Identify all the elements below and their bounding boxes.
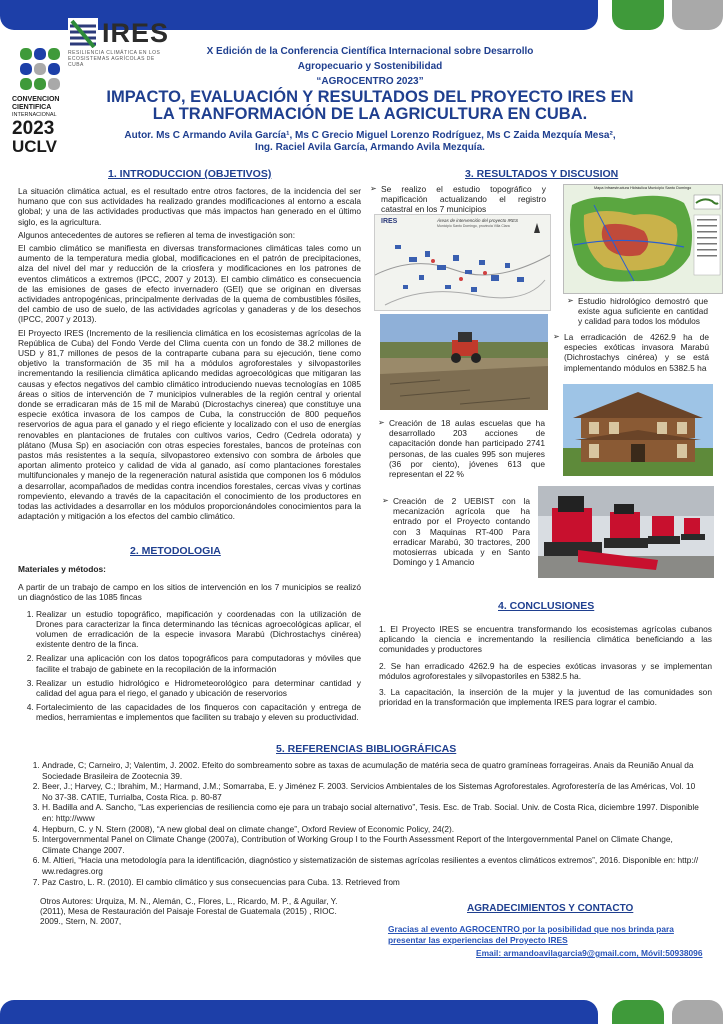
results-bullet-3-text: La erradicación de 4262.9 ha de especies exóticas invasora Marabú (Dichrostachys cinérea) y se está implementando módulos en 5382.5 ha xyxy=(564,332,709,373)
results-bullet-2 xyxy=(567,296,708,327)
conclusions-body xyxy=(379,624,712,710)
bottom-bar-blue xyxy=(0,1000,598,1024)
reference-item: 2. Beer, J.; Harvey, C.; Ibrahim, M.; Harmand, J.M.; Somarraba, E. y Jiménez F. 2003. Servicios Ambientales de los Sistemas Agroforestales. Agroforestería de las Américas, Vol. 10 No 37-38. CATIE, Turrialba, Costa Rica. p. 80-87 xyxy=(42,781,702,802)
map-sublabel: Municipio Santo Domingo, provincia Villa Clara xyxy=(437,224,510,228)
school-building-drawing xyxy=(563,384,713,476)
conclusion-3: 3. La capacitación, la inserción de la mujer y la juventud de las comunidades son prioridad en la transformación que implementa IRES para lograr el cambio. xyxy=(379,687,712,708)
convention-line1: CONVENCION xyxy=(12,96,60,103)
reference-item: 4. Hepburn, C. y N. Stern (2008), “A new global deal on climate change”, Oxford Review of Economic Policy, 24(2). xyxy=(42,824,702,835)
red-tractors-drawing xyxy=(538,486,714,578)
results-bullet-1 xyxy=(370,184,546,215)
ires-brand: IRES xyxy=(102,18,170,48)
bottom-bar-gray xyxy=(672,1000,723,1024)
intro-paragraph-2: Algunos antecedentes de autores se refieren al tema de investigación son: xyxy=(18,229,296,240)
method-item: 4. Fortalecimiento de las capacidades de los finqueros con capacitación y entrega de medios, herramientas e implementos que faciliten su trabajo y eleven su productividad. xyxy=(36,702,361,722)
bottom-bar-green xyxy=(612,1000,664,1024)
poster-title-line-2: LA TRANFORMACIÓN DE LA AGRICULTURA EN CUBA. xyxy=(152,105,588,123)
arrow-icon: ➢ xyxy=(567,296,574,305)
method-item: 3. Realizar un estudio hidrológico e Hidrometeorológico para determinar cantidad y calidad del agua para el riego, el ganado y ubicación de reservorios xyxy=(36,678,361,698)
map-drawing xyxy=(375,215,550,310)
method-subtitle: Materiales y métodos: xyxy=(18,564,106,574)
results-bullet-4-text: Creación de 18 aulas escuelas que ha desarrollado 203 acciones de capacitación donde han participado 2741 personas, de las cuales 995 son mujeres (36 por ciento), jóvenes 613 que representan el 22 % xyxy=(389,418,545,480)
field-tractor-photo xyxy=(380,314,548,410)
conclusion-1: 1. El Proyecto IRES se encuentra transformando los ecosistemas agrícolas cubanos aplicando la ciencia e incrementando la resiliencia climática beneficiando a las comunidades y productores xyxy=(379,624,712,655)
intro-paragraph-1: La situación climática actual, es el resultado entre otros factores, de la incidencia del ser humano que con sus actividades ha realizado grandes modificaciones al entorno a escala global; y una de las actividades productivas que más impactos han generado en el último siglo, es la agricultura. xyxy=(18,186,361,227)
arrow-icon: ➢ xyxy=(553,332,560,341)
poster-title-line-1: IMPACTO, EVALUACIÓN Y RESULTADOS DEL PROYECTO IRES EN xyxy=(106,88,634,106)
authors-line-2: Ing. Raciel Avila García, Armando Avila Mezquía. xyxy=(255,142,485,153)
conclusion-2: 2. Se han erradicado 4262.9 ha de especies exóticas invasoras y se implementan módulos agroforestales y silvopastoriles en 5382.5 ha. xyxy=(379,660,712,681)
results-title: 3. RESULTADOS Y DISCUSION xyxy=(465,168,619,180)
method-body xyxy=(18,564,361,727)
authors xyxy=(120,130,620,154)
method-list xyxy=(18,609,361,723)
intro-paragraph-4: El Proyecto IRES (Incremento de la resiliencia climática en los ecosistemas agrícolas de la República de Cuba) del Fondo Verde del Clima cuenta con un fondo de 38.2 millones de USD y 81,7 millones de pesos de la contraparte cubana para su ejecución, tiene como objetivo la transformación de 35 mil ha a módulos agroforestales y silvopastoriles incrementando la resiliencia climática aplicando medidas agroecológicas que mitigaran las causas y efectos negativos del cambio climático introduciendo nuevas tecnologías en 1085 áreas o sitios de intervención de 7 municipios vulnerables de la región central y oriental donde se erradicaran más de 15 mil de Marabú (Dicrostachys cinerea) que constituye una especie exótica invasora de los campos de Cuba, la construcción de 800 pequeños reservorios de agua para el ganado y el riego eficiente y localizado con el uso de energías renovables en plantaciones de frutales con cultivos varios, Cedro (Cedrela odorata) y plátano (Musa Sp) en asociación con otras especies forestales, bancos de proteínas con pastos más resistentes a la sequía, silvopastoreo extensivo con sombra de árboles que aportan alimento proteico y calidad de vida al ganado, así como plantaciones forestales multifuncionales y manejo de la regeneración natural asistida que componen los 6 módulos a desarrollar, acompañados de medidas contra incendios forestales, cercas vivas y cortinas rompeviento, elevando a través de la capacitación el conocimiento de los productores en todas las actividades a desarrollar en los módulos proporcionándoles conocimientos para la adaptación y mitigación a los efectos del cambio climático. xyxy=(18,327,361,522)
results-bullet-5 xyxy=(382,496,530,568)
arrow-icon: ➢ xyxy=(370,184,377,193)
thanks-title: AGRADECIMIENTOS Y CONTACTO xyxy=(467,903,634,914)
reference-item: 1. Andrade, C; Carneiro, J; Valentim, J. 2002. Efeito do sombreamento sobre as taxas de acumulação de matéria seca de quatro gramíneas forrageiras. Anais da Reunião Anual da Sociedade Brasileira de Zootecnia 39. xyxy=(42,760,702,781)
top-bar-green xyxy=(612,0,664,30)
references-list xyxy=(22,760,702,887)
convention-logo xyxy=(12,42,70,157)
convention-line3: INTERNACIONAL xyxy=(12,112,57,118)
intro-title: 1. INTRODUCCION (OBJETIVOS) xyxy=(108,168,272,180)
references-title: 5. REFERENCIAS BIBLIOGRÁFICAS xyxy=(276,743,457,755)
contact-email[interactable]: Email: armandoavilagarcia9@gmail.com, Móvil:50938096 xyxy=(476,948,703,958)
reference-item: 5. Intergovernmental Panel on Climate Change (2007a), Contribution of Working Group I to the Fourth Assessment Report of the Intergovernmental Panel on Climate Change, Climate Change 2007. xyxy=(42,834,702,855)
top-bar-gray xyxy=(672,0,723,30)
results-bullet-3 xyxy=(553,332,709,373)
reference-item: 7. Paz Castro, L. R. (2010). El cambio climático y sus consecuencias para Cuba. 13. Retrieved from xyxy=(42,877,702,888)
results-bullet-1-text: Se realizo el estudio topográfico y mapificación actualizando el registro catastral en los 7 municipios xyxy=(381,184,546,215)
map-label: Áreas de intervención del proyecto IRES xyxy=(437,218,519,223)
conference-line-2: Agropecuario y Sostenibilidad xyxy=(297,61,443,72)
ires-tagline-2: ECOSISTEMAS AGRÍCOLAS DE CUBA xyxy=(68,56,155,68)
field-tractor-drawing xyxy=(380,314,548,410)
method-paragraph: A partir de un trabajo de campo en los sitios de intervención en los 7 municipios se realizó un diagnóstico de las 1085 fincas xyxy=(18,582,361,603)
conference-header xyxy=(190,44,550,89)
hydraulic-map-drawing xyxy=(564,185,722,293)
authors-line-1: Autor. Ms C Armando Avila García¹, Ms C Grecio Miguel Lorenzo Rodríguez, Ms C Zaida Mezquía Mesa², xyxy=(124,130,616,141)
topographic-map-image xyxy=(374,214,551,311)
poster-title xyxy=(100,89,640,123)
arrow-icon: ➢ xyxy=(378,418,385,427)
results-bullet-5-text: Creación de 2 UEBIST con la mecanización agrícola que ha entrado por el Proyecto contando con 3 Maquinas RT-400 Para erradicar Marabú, 30 tractores, 200 motosierras ubicada y en Santo Domingo y 1 Amancio xyxy=(393,496,530,568)
other-authors: Otros Autores: Urquiza, M. N., Alemán, C., Flores, L., Ricardo, M. P., & Aguilar, Y. (2011), Mesa de Restauración del Paisaje Forestal de Guatemala (2015) , RIOC. 2009., Stern, N. 2007, xyxy=(40,896,338,927)
ires-watermark: IRES xyxy=(381,218,398,225)
red-tractors-photo xyxy=(538,486,714,578)
intro-paragraph-3: El cambio climático se manifiesta en diversas transformaciones climáticas tales como un aumento de la temperatura media global, modificaciones en el patrón de precipitaciones, alza del nivel del mar y reducción de la criosfera y modificaciones en los patrones de eventos climáticos a extremos (IPCC, 2007 y 2013). El cambio climático es consecuencia de las emisiones de gases de efecto invernadero (GEI) que se originan en diversas actividades antropogénicas, principalmente derivadas de la quema de combustibles fósiles, del cambio de uso de suelo, de las actividades agrícolas y ganaderas y de los desechos (IPCC, 2007 y 2013). xyxy=(18,243,361,325)
reference-item: 6. M. Altieri, “Hacia una metodología para la identificación, diagnóstico y sistematización de sistemas agrícolas resilientes a eventos climáticos extremos”, 2016. Disponible en: http:// ww.redagres.org xyxy=(42,855,702,876)
method-item: 1. Realizar un estudio topográfico, mapificación y coordenadas con la utilización de Drones para caracterizar la finca determinando las técnicas agroecológicas aplicar, el volumen de erradicación de la especie invasora Marabú (Dichrostachys cinérea) existente dentro de la finca. xyxy=(36,609,361,650)
conference-line-3: “AGROCENTRO 2023” xyxy=(316,76,424,87)
hydraulic-map-title: Mapa Infraestructura Hidráulica Municipio Santo Domingo xyxy=(594,186,692,190)
convention-line2: CIENTIFICA xyxy=(12,104,52,111)
convention-grid-icon xyxy=(16,46,66,94)
convention-year: 2023 xyxy=(12,118,55,139)
method-title: 2. METODOLOGIA xyxy=(130,545,221,557)
conference-line-1: X Edición de la Conferencia Científica Internacional sobre Desarrollo xyxy=(206,46,534,57)
school-building-photo xyxy=(563,384,713,476)
ires-tagline-1: RESILIENCIA CLIMÁTICA EN LOS xyxy=(68,50,161,56)
conclusions-title: 4. CONCLUSIONES xyxy=(498,600,595,612)
ires-logo xyxy=(66,16,170,68)
intro-body xyxy=(18,186,361,525)
convention-university: UCLV xyxy=(12,137,58,156)
method-item: 2. Realizar una aplicación con los datos topográficos para computadoras y móviles que facilite el trabajo de gabinete en la recopilación de la información xyxy=(36,653,361,673)
thanks-text: Gracias al evento AGROCENTRO por la posibilidad que nos brinda para presentar las experiencias del Proyecto IRES xyxy=(388,924,674,945)
arrow-icon: ➢ xyxy=(382,496,389,505)
ires-logo-icon xyxy=(68,18,98,48)
results-bullet-4 xyxy=(378,418,545,480)
reference-item: 3. H. Badilla and A. Sancho, “Las experiencias de resiliencia como eje para un trabajo social alternativo”, Tesis. Esc. de Trab. Social. Univ. de Costa Rica, diciembre 1997. Disponible en: http://www xyxy=(42,802,702,823)
hydraulic-map-image xyxy=(563,184,723,294)
results-bullet-2-text: Estudio hidrológico demostró que existe agua suficiente en cantidad y calidad para todos los módulos xyxy=(578,296,708,327)
